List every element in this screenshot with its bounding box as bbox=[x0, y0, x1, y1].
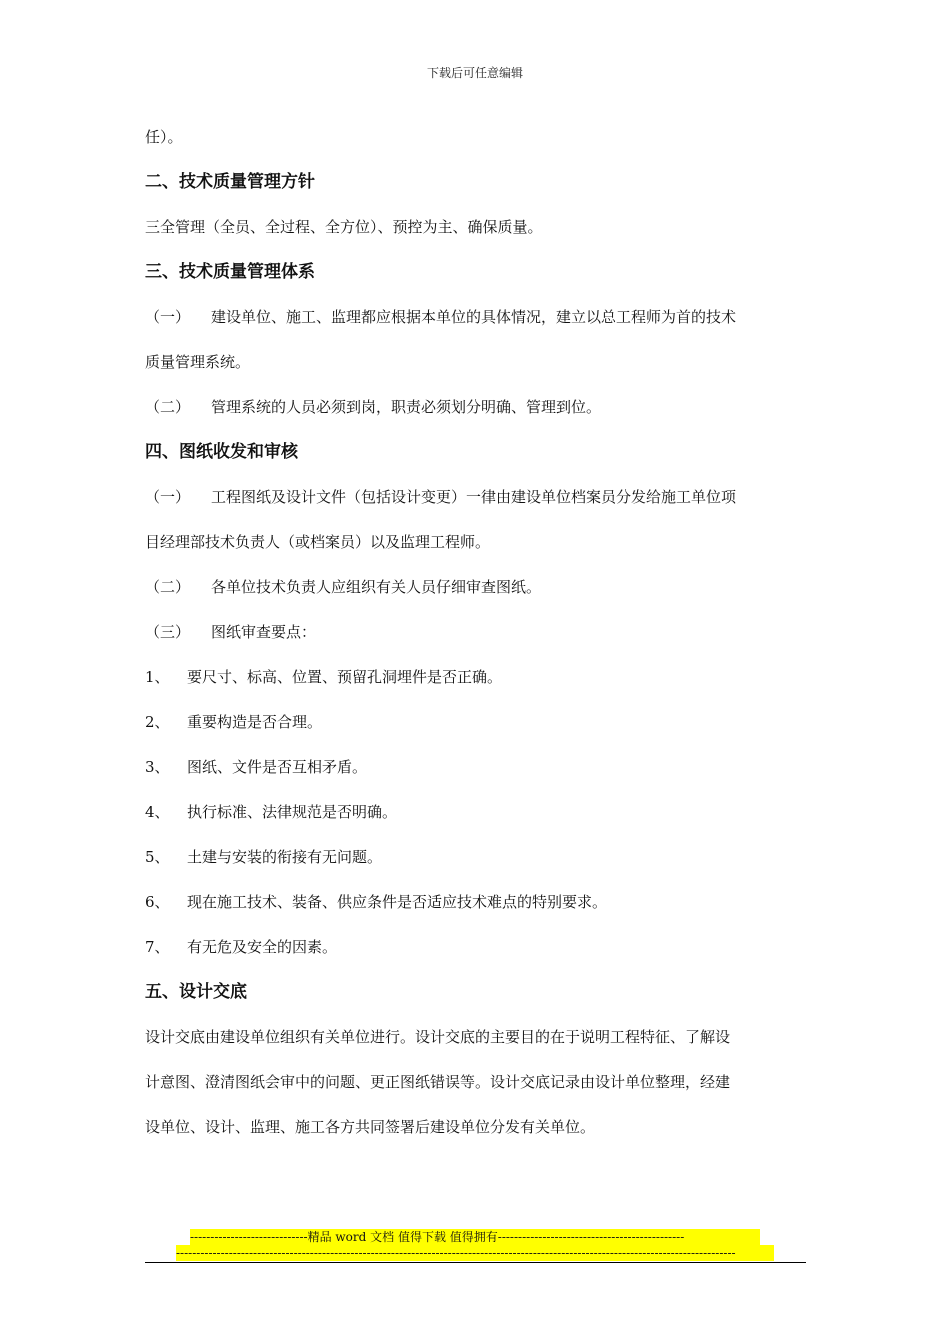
clause-3-2 bbox=[145, 394, 805, 439]
clause-text: 工程图纸及设计文件（包括设计变更）一律由建设单位档案员分发给施工单位项 bbox=[211, 488, 737, 506]
design-briefing-line2: 计意图、澄清图纸会审中的问题、更正图纸错误等。设计交底记录由设计单位整理，经建 bbox=[145, 1073, 731, 1091]
list-item bbox=[145, 754, 805, 799]
clause-text: 图纸审查要点： bbox=[211, 623, 317, 641]
list-text: 有无危及安全的因素。 bbox=[187, 938, 338, 956]
list-number: 6、 bbox=[145, 893, 170, 911]
list-text: 要尺寸、标高、位置、预留孔洞埋件是否正确。 bbox=[187, 668, 503, 686]
design-briefing-line3: 设单位、设计、监理、施工各方共同签署后建设单位分发有关单位。 bbox=[145, 1118, 596, 1136]
clause-text: 建设单位、施工、监理都应根据本单位的具体情况，建立以总工程师为首的技术 bbox=[211, 308, 737, 326]
list-text: 重要构造是否合理。 bbox=[187, 713, 323, 731]
list-item bbox=[145, 664, 805, 709]
list-number: 7、 bbox=[145, 938, 170, 956]
clause-3-1-line1 bbox=[145, 304, 805, 349]
clause-marker: （一） bbox=[145, 488, 191, 506]
section-heading-3: 三、技术质量管理体系 bbox=[145, 262, 315, 282]
page-header: 下载后可任意编辑 bbox=[426, 66, 523, 80]
footer-rule bbox=[145, 1262, 806, 1263]
list-number: 2、 bbox=[145, 713, 170, 731]
clause-3-1-line2: 质量管理系统。 bbox=[145, 353, 251, 371]
section-heading-2: 二、技术质量管理方针 bbox=[145, 172, 315, 192]
section-heading-4: 四、图纸收发和审核 bbox=[145, 442, 298, 462]
list-item bbox=[145, 799, 805, 844]
list-text: 执行标准、法律规范是否明确。 bbox=[187, 803, 398, 821]
paragraph-policy: 三全管理（全员、全过程、全方位）、预控为主、确保质量。 bbox=[145, 218, 543, 236]
list-number: 3、 bbox=[145, 758, 170, 776]
list-text: 土建与安装的衔接有无问题。 bbox=[187, 848, 383, 866]
clause-4-2 bbox=[145, 574, 805, 619]
list-number: 1、 bbox=[145, 668, 170, 686]
paragraph-continuation: 任）。 bbox=[145, 128, 183, 146]
clause-text: 各单位技术负责人应组织有关人员仔细审查图纸。 bbox=[211, 578, 542, 596]
clause-4-1-line2: 目经理部技术负责人（或档案员）以及监理工程师。 bbox=[145, 533, 491, 551]
clause-4-1-line1 bbox=[145, 484, 805, 529]
section-heading-5: 五、设计交底 bbox=[145, 982, 247, 1002]
list-item bbox=[145, 889, 805, 934]
clause-marker: （一） bbox=[145, 308, 191, 326]
clause-4-3 bbox=[145, 619, 805, 664]
list-item bbox=[145, 844, 805, 889]
list-text: 图纸、文件是否互相矛盾。 bbox=[187, 758, 368, 776]
list-item bbox=[145, 709, 805, 754]
clause-marker: （三） bbox=[145, 623, 191, 641]
footer-banner-line1: -----------------------------精品 word 文档 值得下载 值得拥有---------------------------------------------- bbox=[190, 1229, 760, 1245]
clause-text: 管理系统的人员必须到岗，职责必须划分明确、管理到位。 bbox=[211, 398, 602, 416]
list-number: 4、 bbox=[145, 803, 170, 821]
list-text: 现在施工技术、装备、供应条件是否适应技术难点的特别要求。 bbox=[187, 893, 608, 911]
clause-marker: （二） bbox=[145, 398, 191, 416]
list-number: 5、 bbox=[145, 848, 170, 866]
design-briefing-line1: 设计交底由建设单位组织有关单位进行。设计交底的主要目的在于说明工程特征、了解设 bbox=[145, 1028, 731, 1046]
list-item bbox=[145, 934, 805, 979]
clause-marker: （二） bbox=[145, 578, 191, 596]
footer-banner-line2: ------------------------------------------------------------------------------------------------------------------------------------------ bbox=[176, 1245, 774, 1261]
document-body bbox=[145, 124, 805, 1159]
